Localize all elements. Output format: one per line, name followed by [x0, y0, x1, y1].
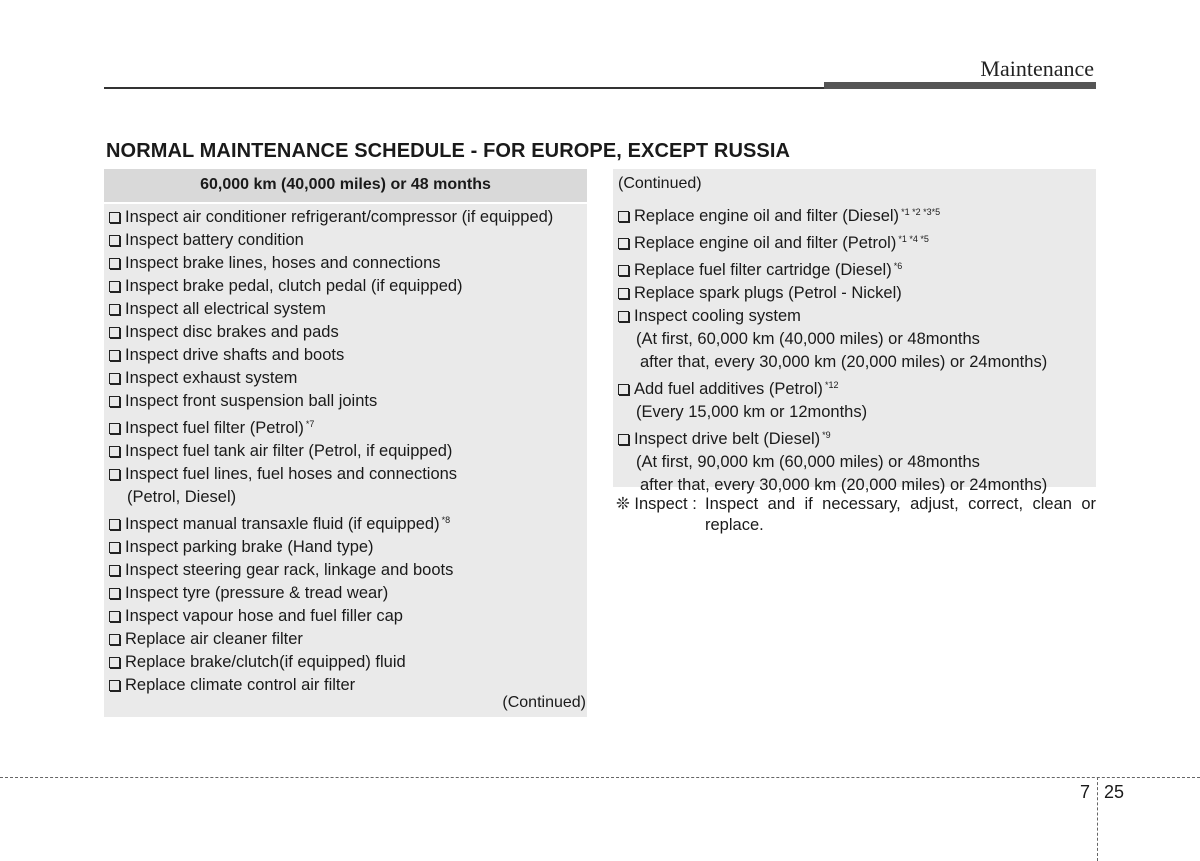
item-subtext: (At first, 90,000 km (60,000 miles) or 48months	[636, 453, 980, 471]
list-item	[104, 321, 587, 344]
item-text: Inspect drive shafts and boots	[125, 346, 345, 364]
checkbox-icon	[109, 258, 120, 269]
checkbox-icon	[109, 542, 120, 553]
list-item	[104, 440, 587, 463]
item-text: Inspect front suspension ball joints	[125, 392, 378, 410]
item-subtext: (At first, 60,000 km (40,000 miles) or 48months	[636, 330, 980, 348]
header-title: Maintenance	[980, 56, 1094, 81]
footer-dashed-divider	[1097, 777, 1098, 861]
interval-heading: 60,000 km (40,000 miles) or 48 months	[104, 169, 587, 204]
item-text: Inspect cooling system	[634, 307, 801, 325]
list-item	[613, 201, 1096, 228]
inspect-note	[616, 494, 1096, 534]
item-text: Inspect fuel lines, fuel hoses and connections	[125, 465, 458, 483]
list-item	[104, 344, 587, 367]
list-item	[613, 305, 1096, 374]
checkbox-icon	[618, 288, 629, 299]
checkbox-icon	[109, 565, 120, 576]
list-item	[104, 559, 587, 582]
checkbox-icon	[618, 434, 629, 445]
item-text: Inspect vapour hose and fuel filler cap	[125, 607, 403, 625]
list-item	[104, 651, 587, 674]
item-text: Inspect battery condition	[125, 231, 304, 249]
list-item	[613, 282, 1096, 305]
checkbox-icon	[109, 519, 120, 530]
continued-label-top: (Continued)	[618, 175, 702, 192]
item-text: Inspect brake lines, hoses and connections	[125, 254, 441, 272]
list-item	[104, 413, 587, 440]
list-item	[104, 206, 587, 229]
checkbox-icon	[109, 304, 120, 315]
list-item	[613, 255, 1096, 282]
note-label: ❊ Inspect :	[616, 495, 697, 513]
checkbox-icon	[109, 396, 120, 407]
checkbox-icon	[618, 265, 629, 276]
item-text: Inspect exhaust system	[125, 369, 298, 387]
checkbox-icon	[618, 311, 629, 322]
schedule-left-column	[104, 169, 587, 717]
list-item	[104, 252, 587, 275]
checkbox-icon	[618, 384, 629, 395]
checkbox-icon	[109, 212, 120, 223]
list-item	[104, 229, 587, 252]
list-item	[104, 605, 587, 628]
list-item	[104, 509, 587, 536]
footnote-ref: *12	[824, 380, 839, 390]
footnote-ref: *1 *4 *5	[898, 234, 929, 244]
item-text: Replace engine oil and filter (Diesel)	[634, 207, 900, 225]
list-item	[613, 424, 1096, 497]
list-item	[104, 582, 587, 605]
item-text: Inspect fuel filter (Petrol)	[125, 419, 304, 437]
checkbox-icon	[109, 235, 120, 246]
footnote-ref: *9	[822, 430, 831, 440]
checkbox-icon	[618, 211, 629, 222]
list-item	[104, 463, 587, 509]
checkbox-icon	[109, 680, 120, 691]
item-text: Add fuel additives (Petrol)	[634, 380, 823, 398]
section-title: NORMAL MAINTENANCE SCHEDULE - FOR EUROPE, EXCEPT RUSSIA	[106, 140, 791, 162]
continued-label-bottom: (Continued)	[502, 694, 586, 711]
checkbox-icon	[109, 373, 120, 384]
footnote-ref: *8	[441, 515, 451, 525]
schedule-right-column	[613, 169, 1096, 494]
checkbox-icon	[109, 281, 120, 292]
note-text: Inspect and if necessary, adjust, correct, clean or replace.	[705, 495, 1096, 534]
item-text: Inspect disc brakes and pads	[125, 323, 339, 341]
item-text: Inspect steering gear rack, linkage and boots	[125, 561, 454, 579]
item-text: Replace engine oil and filter (Petrol)	[634, 234, 897, 252]
item-subtext: after that, every 30,000 km (20,000 miles) or 24months)	[640, 353, 1048, 371]
item-text: Replace brake/clutch(if equipped) fluid	[125, 653, 406, 671]
checkbox-icon	[109, 423, 120, 434]
right-item-list	[613, 200, 1096, 497]
footnote-ref: *6	[893, 261, 903, 271]
page-number: 25	[1104, 782, 1125, 802]
checkbox-icon	[109, 588, 120, 599]
item-text: Inspect all electrical system	[125, 300, 326, 318]
checkbox-icon	[109, 657, 120, 668]
list-item	[104, 367, 587, 390]
item-text: Inspect tyre (pressure & tread wear)	[125, 584, 389, 602]
item-text: Replace climate control air filter	[125, 676, 356, 694]
item-text: Inspect air conditioner refrigerant/compressor (if equipped)	[125, 208, 554, 226]
footer-dashed-rule	[0, 777, 1200, 778]
list-item	[104, 536, 587, 559]
item-text: Inspect manual transaxle fluid (if equipped)	[125, 515, 440, 533]
header-rule	[104, 87, 824, 89]
list-item	[613, 228, 1096, 255]
item-text: Inspect drive belt (Diesel)	[634, 430, 821, 448]
checkbox-icon	[109, 469, 120, 480]
item-text: Replace spark plugs (Petrol - Nickel)	[634, 284, 902, 302]
list-item	[104, 628, 587, 651]
item-text: Inspect parking brake (Hand type)	[125, 538, 374, 556]
list-item	[104, 275, 587, 298]
checkbox-icon	[109, 350, 120, 361]
list-item	[104, 390, 587, 413]
item-text: Inspect fuel tank air filter (Petrol, if equipped)	[125, 442, 453, 460]
footnote-ref: *7	[305, 419, 315, 429]
item-text: Replace air cleaner filter	[125, 630, 303, 648]
checkbox-icon	[618, 238, 629, 249]
item-subtext: (Every 15,000 km or 12months)	[636, 403, 868, 421]
item-text: Inspect brake pedal, clutch pedal (if equipped)	[125, 277, 463, 295]
list-item	[613, 374, 1096, 424]
item-subtext: after that, every 30,000 km (20,000 miles) or 24months)	[640, 476, 1048, 494]
checkbox-icon	[109, 611, 120, 622]
item-subtext: (Petrol, Diesel)	[127, 488, 237, 506]
list-item	[104, 298, 587, 321]
checkbox-icon	[109, 327, 120, 338]
left-item-list	[104, 204, 587, 697]
chapter-number: 7	[1080, 782, 1091, 802]
item-text: Replace fuel filter cartridge (Diesel)	[634, 261, 892, 279]
checkbox-icon	[109, 446, 120, 457]
footnote-ref: *1 *2 *3*5	[901, 207, 941, 217]
header-bar	[824, 82, 1096, 89]
checkbox-icon	[109, 634, 120, 645]
